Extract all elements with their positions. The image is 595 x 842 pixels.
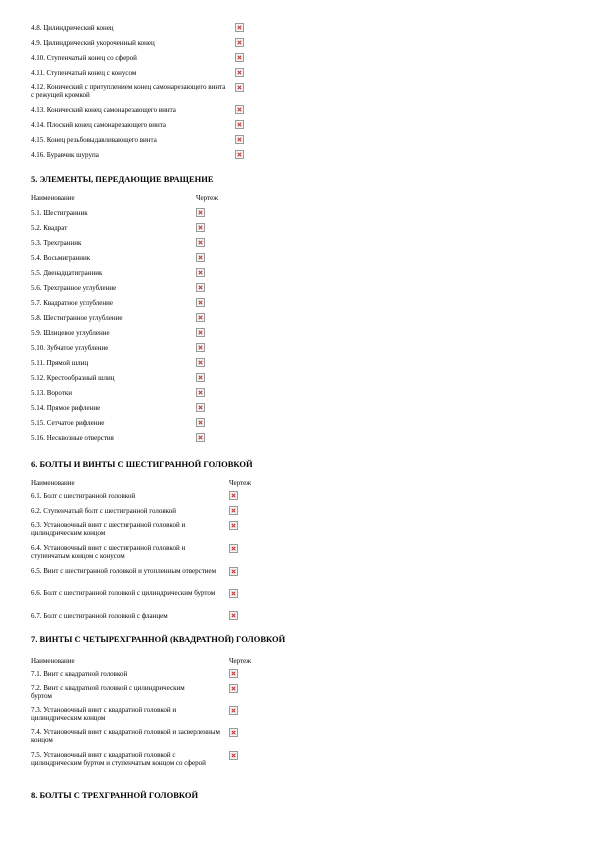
list-item: 6.5. Винт с шестигранной головкой и утопленным отверстием bbox=[31, 567, 217, 575]
list-item: 5.7. Квадратное углубление bbox=[31, 299, 113, 307]
column-header-drawing: Чертеж bbox=[229, 657, 252, 665]
broken-image-icon bbox=[229, 611, 238, 620]
broken-image-icon bbox=[229, 521, 238, 530]
list-item: 4.9. Цилиндрический укороченный конец bbox=[31, 39, 155, 47]
list-item: 5.11. Прямой шлиц bbox=[31, 359, 89, 367]
broken-image-icon bbox=[235, 53, 244, 62]
broken-image-icon bbox=[196, 253, 205, 262]
list-item: 4.15. Конец резьбовыдавливающего винта bbox=[31, 136, 157, 144]
list-item: 6.2. Ступенчатый болт с шестигранной головкой bbox=[31, 507, 176, 515]
broken-image-icon bbox=[229, 544, 238, 553]
broken-image-icon bbox=[196, 223, 205, 232]
list-item: 5.3. Трехгранник bbox=[31, 239, 82, 247]
list-item: 5.8. Шестигранное углубление bbox=[31, 314, 123, 322]
broken-image-icon bbox=[235, 120, 244, 129]
broken-image-icon bbox=[229, 589, 238, 598]
broken-image-icon bbox=[235, 68, 244, 77]
column-header-drawing: Чертеж bbox=[196, 194, 219, 202]
list-item: 5.14. Прямое рифление bbox=[31, 404, 101, 412]
broken-image-icon bbox=[229, 684, 238, 693]
section-heading: 6. БОЛТЫ И ВИНТЫ С ШЕСТИГРАННОЙ ГОЛОВКОЙ bbox=[31, 459, 253, 469]
list-item: 5.15. Сетчатое рифление bbox=[31, 419, 105, 427]
list-item: 5.6. Трехгранное углубление bbox=[31, 284, 117, 292]
list-item: 5.2. Квадрат bbox=[31, 224, 68, 232]
broken-image-icon bbox=[235, 150, 244, 159]
broken-image-icon bbox=[196, 358, 205, 367]
broken-image-icon bbox=[196, 313, 205, 322]
list-item: 5.1. Шестигранник bbox=[31, 209, 88, 217]
list-item: 5.5. Двенадцатигранник bbox=[31, 269, 103, 277]
list-item: 6.3. Установочный винт с шестигранной головкой и цилиндрическим концом bbox=[31, 521, 186, 537]
broken-image-icon bbox=[196, 298, 205, 307]
column-header-drawing: Чертеж bbox=[229, 479, 252, 487]
broken-image-icon bbox=[235, 23, 244, 32]
broken-image-icon bbox=[229, 567, 238, 576]
list-item: 5.12. Крестообразный шлиц bbox=[31, 374, 115, 382]
list-item: 4.16. Буравчик шурупа bbox=[31, 151, 99, 159]
broken-image-icon bbox=[235, 38, 244, 47]
list-item: 4.13. Конический конец самонарезающего винта bbox=[31, 106, 176, 114]
broken-image-icon bbox=[229, 506, 238, 515]
broken-image-icon bbox=[229, 728, 238, 737]
broken-image-icon bbox=[196, 403, 205, 412]
list-item: 7.2. Винт с квадратной головкой с цилиндрическим буртом bbox=[31, 684, 185, 700]
broken-image-icon bbox=[196, 343, 205, 352]
broken-image-icon bbox=[196, 238, 205, 247]
broken-image-icon bbox=[196, 373, 205, 382]
list-item: 4.14. Плоский конец самонарезающего винта bbox=[31, 121, 166, 129]
list-item: 5.13. Воротки bbox=[31, 389, 73, 397]
broken-image-icon bbox=[196, 208, 205, 217]
list-item: 4.10. Ступенчатый конец со сферой bbox=[31, 54, 137, 62]
list-item: 5.9. Шлицевое углубление bbox=[31, 329, 110, 337]
broken-image-icon bbox=[229, 706, 238, 715]
list-item: 7.1. Винт с квадратной головкой bbox=[31, 670, 128, 678]
list-item: 4.12. Конический с притуплением конец самонарезающего винта с режущей кромкой bbox=[31, 83, 226, 99]
broken-image-icon bbox=[196, 388, 205, 397]
list-item: 4.8. Цилиндрический конец bbox=[31, 24, 114, 32]
broken-image-icon bbox=[229, 751, 238, 760]
list-item: 7.3. Установочный винт с квадратной головкой и цилиндрическим концом bbox=[31, 706, 177, 722]
broken-image-icon bbox=[196, 418, 205, 427]
list-item: 6.4. Установочный винт с шестигранной головкой и ступенчатым концом с конусом bbox=[31, 544, 186, 560]
broken-image-icon bbox=[235, 83, 244, 92]
list-item: 5.10. Зубчатое углубление bbox=[31, 344, 109, 352]
broken-image-icon bbox=[235, 135, 244, 144]
broken-image-icon bbox=[196, 283, 205, 292]
section-heading: 7. ВИНТЫ С ЧЕТЫРЕХГРАННОЙ (КВАДРАТНОЙ) ГОЛОВКОЙ bbox=[31, 634, 286, 644]
section-heading: 5. ЭЛЕМЕНТЫ, ПЕРЕДАЮЩИЕ ВРАЩЕНИЕ bbox=[31, 174, 214, 184]
list-item: 6.6. Болт с шестигранной головкой с цилиндрическим буртом bbox=[31, 589, 216, 597]
broken-image-icon bbox=[229, 669, 238, 678]
broken-image-icon bbox=[196, 433, 205, 442]
broken-image-icon bbox=[235, 105, 244, 114]
list-item: 6.1. Болт с шестигранной головкой bbox=[31, 492, 136, 500]
broken-image-icon bbox=[196, 268, 205, 277]
column-header-name: Наименование bbox=[31, 657, 75, 665]
column-header-name: Наименование bbox=[31, 479, 75, 487]
list-item: 4.11. Ступенчатый конец с конусом bbox=[31, 69, 137, 77]
list-item: 5.16. Несквозные отверстия bbox=[31, 434, 114, 442]
broken-image-icon bbox=[196, 328, 205, 337]
list-item: 7.5. Установочный винт с квадратной головкой с цилиндрическим буртом и ступенчатым концом со сферой bbox=[31, 751, 206, 767]
column-header-name: Наименование bbox=[31, 194, 75, 202]
list-item: 6.7. Болт с шестигранной головкой с фланцем bbox=[31, 612, 168, 620]
section-heading: 8. БОЛТЫ С ТРЕХГРАННОЙ ГОЛОВКОЙ bbox=[31, 790, 199, 800]
broken-image-icon bbox=[229, 491, 238, 500]
list-item: 7.4. Установочный винт с квадратной головкой и засверленным концом bbox=[31, 728, 220, 744]
list-item: 5.4. Восьмигранник bbox=[31, 254, 91, 262]
